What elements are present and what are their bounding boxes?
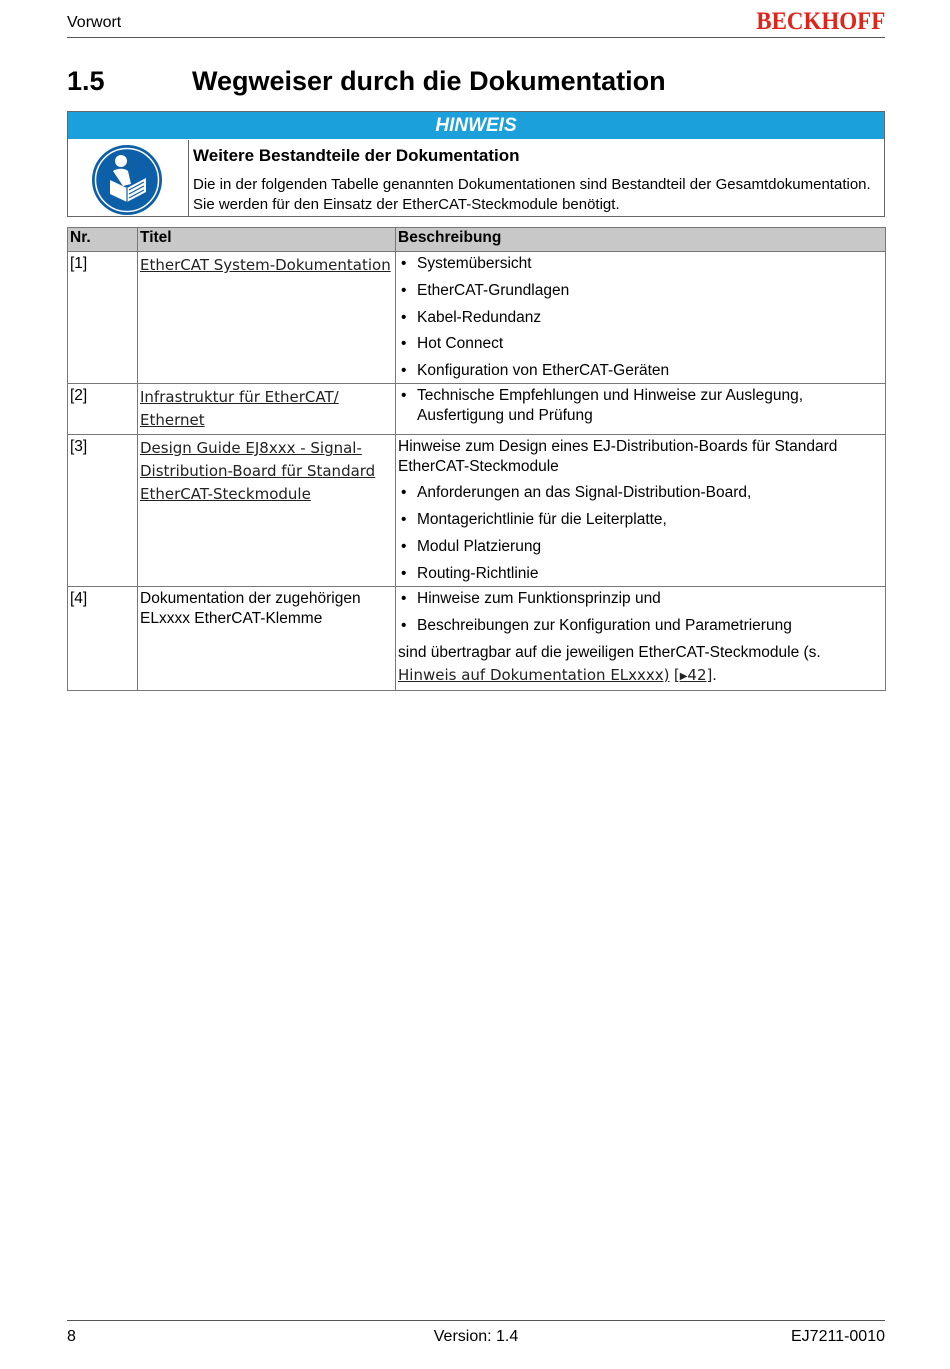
doc-link-infrastructure[interactable]: Infrastruktur für EtherCAT/ Ethernet (140, 388, 339, 430)
header-section-title: Vorwort (67, 14, 122, 31)
list-item: • Technische Empfehlungen und Hinweise zur Auslegung, Ausfertigung und Prüfung (398, 386, 883, 426)
doc-link-design-guide[interactable]: Design Guide EJ8xxx - Signal-Distribution-Board für Standard EtherCAT-Steckmodule (140, 439, 376, 504)
row-outro: sind übertragbar auf die jeweiligen EtherCAT-Steckmodule (s. Hinweis auf Dokumentation ELxxxx) [▶42]. (398, 643, 821, 684)
page-header (67, 8, 885, 38)
row-nr: [1] (68, 252, 138, 384)
doc-link-elxxxx-hint[interactable]: Hinweis auf Dokumentation ELxxxx) (398, 665, 670, 684)
header-nr: Nr. (68, 228, 138, 252)
list-item: • Montagerichtlinie für die Leiterplatte, (398, 510, 883, 530)
table-row (68, 435, 886, 587)
notice-label: HINWEIS (68, 112, 884, 139)
documentation-table (67, 227, 886, 691)
list-item: • Systemübersicht (398, 254, 883, 274)
table-header-row (68, 228, 886, 252)
list-item: • Kabel-Redundanz (398, 308, 883, 328)
list-item: • EtherCAT-Grundlagen (398, 281, 883, 301)
doc-link-ethercat-system[interactable]: EtherCAT System-Dokumentation (140, 256, 391, 274)
list-item: • Hinweise zum Funktionsprinzip und (398, 589, 883, 609)
section-number: 1.5 (67, 66, 105, 96)
notice-box (67, 111, 885, 217)
document-id: EJ7211-0010 (791, 1328, 885, 1345)
table-row (68, 252, 886, 384)
list-item: • Anforderungen an das Signal-Distribution-Board, (398, 483, 883, 503)
notice-text: Die in der folgenden Tabelle genannten Dokumentationen sind Bestandteil der Gesamtdokumentation. Sie werden für den Einsatz der EtherCAT-Steckmodule benötigt. (193, 176, 871, 213)
row-nr: [2] (68, 384, 138, 435)
list-item: • Konfiguration von EtherCAT-Geräten (398, 361, 883, 381)
beckhoff-logo: BECKHOFF (755, 8, 885, 35)
header-description: Beschreibung (396, 228, 886, 252)
list-item: • Hot Connect (398, 334, 883, 354)
row-title: Dokumentation der zugehörigen ELxxxx EtherCAT-Klemme (138, 587, 396, 691)
table-row (68, 587, 886, 691)
page-footer (67, 1320, 885, 1351)
row-nr: [4] (68, 587, 138, 691)
list-item: • Routing-Richtlinie (398, 564, 883, 584)
arrow-right-icon: ▶ (679, 670, 688, 682)
header-title: Titel (138, 228, 396, 252)
document-version: Version: 1.4 (433, 1328, 519, 1345)
row-intro: Hinweise zum Design eines EJ-Distribution-Boards für Standard EtherCAT-Steckmodule (398, 438, 838, 476)
list-item: • Beschreibungen zur Konfiguration und Parametrierung (398, 616, 883, 636)
table-row (68, 384, 886, 435)
section-title: Wegweiser durch die Dokumentation (192, 66, 666, 96)
section-heading (67, 66, 666, 97)
page-number: 8 (67, 1328, 76, 1345)
page-ref-link[interactable]: [▶42] (673, 665, 713, 684)
notice-heading: Weitere Bestandteile der Dokumentation (193, 146, 520, 165)
read-manual-icon (91, 144, 163, 216)
list-item: • Modul Platzierung (398, 537, 883, 557)
row-nr: [3] (68, 435, 138, 587)
